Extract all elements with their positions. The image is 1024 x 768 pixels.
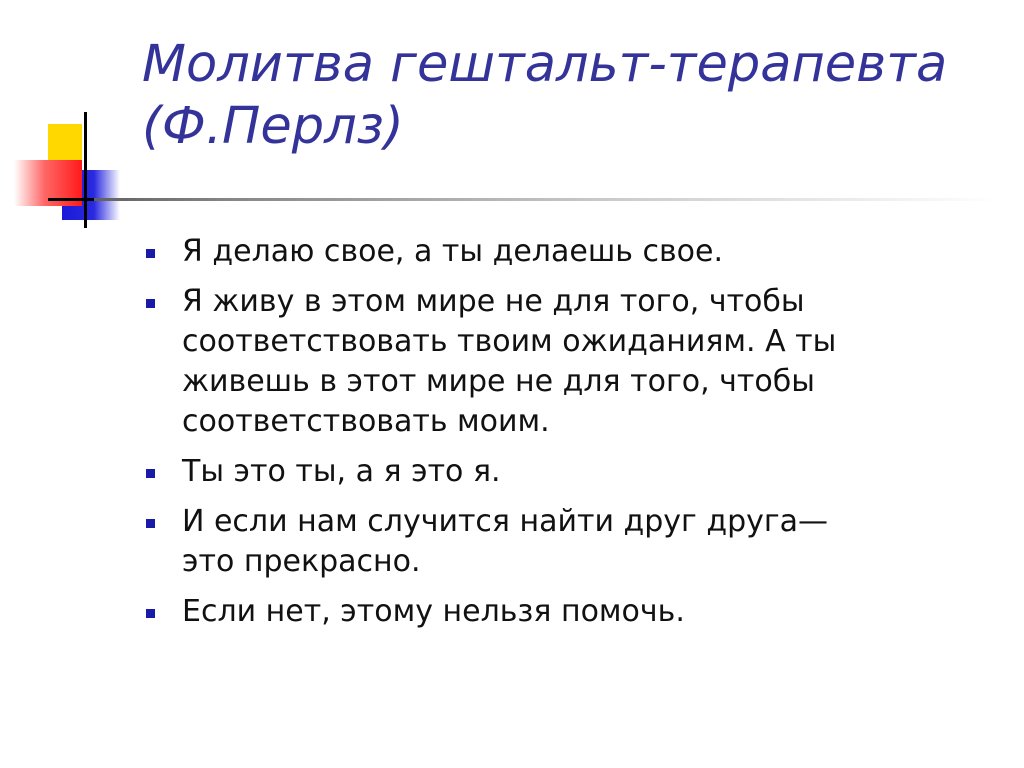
decorative-vertical-line xyxy=(84,112,87,228)
title-underline-rule xyxy=(48,198,1000,201)
bullet-item xyxy=(146,452,946,492)
slide-title-line-2: (Ф.Перлз) xyxy=(142,97,404,156)
bullet-text-line: Ты это ты, а я это я. xyxy=(182,454,501,489)
bullet-text xyxy=(182,452,946,492)
bullet-item xyxy=(146,592,946,632)
bullet-text-line: соответствовать твоим ожиданиям. А ты xyxy=(182,324,837,359)
bullet-text-line: Я делаю свое, а ты делаешь свое. xyxy=(182,234,724,269)
bullet-text xyxy=(182,592,946,632)
square-bullet-icon xyxy=(146,519,155,528)
square-bullet-icon xyxy=(146,249,155,258)
square-bullet-icon xyxy=(146,299,155,308)
bullet-text-line: живешь в этот мире не для того, чтобы xyxy=(182,364,815,399)
square-bullet-icon xyxy=(146,469,155,478)
bullet-text-line: соответствовать моим. xyxy=(182,404,550,439)
slide-title-line-1: Молитва гештальт-терапевта xyxy=(142,35,948,94)
bullet-text-line: Я живу в этом мире не для того, чтобы xyxy=(182,284,805,319)
bullet-text-line: Если нет, этому нельзя помочь. xyxy=(182,594,685,629)
decorative-horizontal-line xyxy=(48,198,94,201)
bullet-item xyxy=(146,282,946,442)
bullet-item xyxy=(146,232,946,272)
bullet-text xyxy=(182,232,946,272)
bullet-text xyxy=(182,282,946,442)
bullet-item xyxy=(146,502,946,582)
bullet-text-line: это прекрасно. xyxy=(182,544,421,579)
bullet-text-line: И если нам случится найти друг друга— xyxy=(182,504,829,539)
bullet-text xyxy=(182,502,946,582)
slide-title xyxy=(142,34,1002,158)
bullet-list xyxy=(146,232,946,642)
square-bullet-icon xyxy=(146,609,155,618)
